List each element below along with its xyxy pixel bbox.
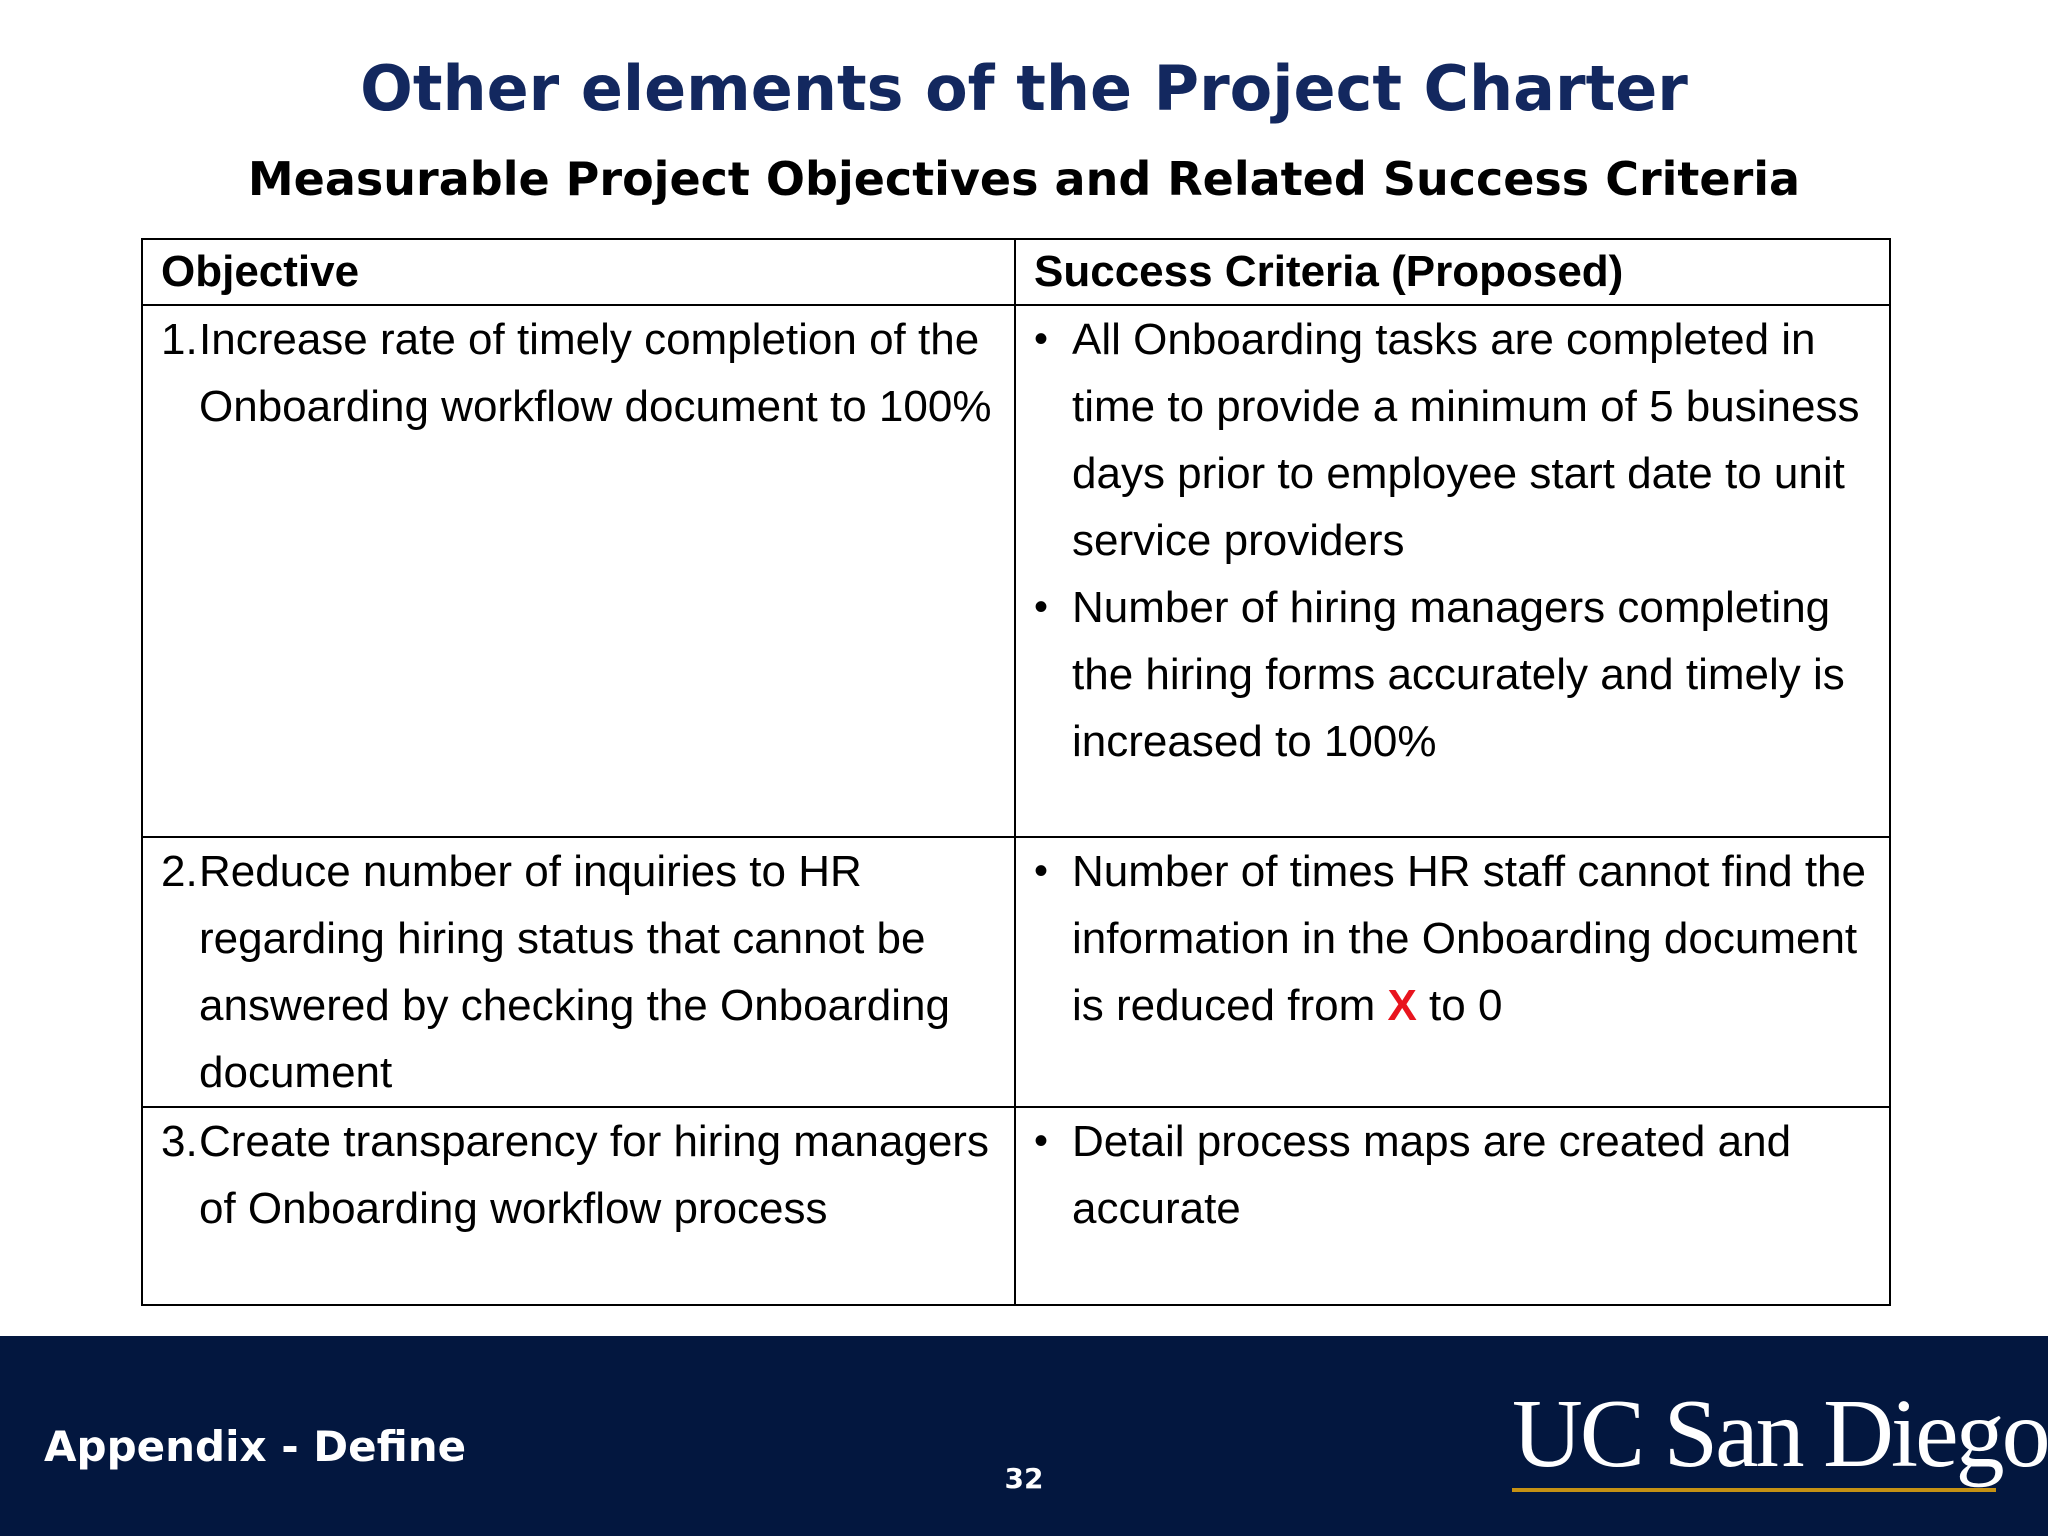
criteria-cell bbox=[1015, 305, 1890, 837]
slide-subtitle: Measurable Project Objectives and Related Success Criteria bbox=[247, 152, 1801, 206]
objective-cell bbox=[142, 1107, 1015, 1305]
page-number: 32 bbox=[1004, 1462, 1044, 1495]
objective-text: Reduce number of inquiries to HR regarding hiring status that cannot be answered by checking the Onboarding document bbox=[199, 847, 950, 1097]
list-item bbox=[1034, 838, 1875, 1039]
table-row bbox=[142, 305, 1890, 837]
criteria-text-before: Number of times HR staff cannot find the information in the Onboarding document is reduced from bbox=[1072, 847, 1866, 1030]
logo-underline bbox=[1512, 1488, 1996, 1492]
list-item bbox=[1034, 574, 1875, 775]
slide-title: Other elements of the Project Charter bbox=[360, 52, 1688, 125]
uc-san-diego-logo bbox=[1512, 1380, 2048, 1494]
criteria-text: Number of hiring managers completing the hiring forms accurately and timely is increased to 100% bbox=[1072, 583, 1845, 766]
header-objective: Objective bbox=[142, 239, 1015, 305]
baseline-placeholder-x: X bbox=[1387, 981, 1417, 1030]
objectives-table bbox=[141, 238, 1891, 1306]
criteria-cell bbox=[1015, 1107, 1890, 1305]
criteria-text: Detail process maps are created and accurate bbox=[1072, 1117, 1792, 1233]
bullet-icon: • bbox=[1034, 849, 1049, 893]
objective-number: 2. bbox=[161, 847, 198, 896]
bullet-icon: • bbox=[1034, 585, 1049, 629]
criteria-text bbox=[1072, 838, 1875, 1039]
criteria-list bbox=[1034, 838, 1875, 1039]
criteria-list bbox=[1034, 306, 1875, 775]
objective-cell bbox=[142, 837, 1015, 1107]
list-item bbox=[1034, 306, 1875, 574]
table-header-row bbox=[142, 239, 1890, 305]
criteria-text-after: to 0 bbox=[1416, 981, 1503, 1030]
objective-cell bbox=[142, 305, 1015, 837]
list-item bbox=[1034, 1108, 1875, 1242]
table-row bbox=[142, 1107, 1890, 1305]
objective-number: 3. bbox=[161, 1117, 198, 1166]
criteria-text: All Onboarding tasks are completed in time to provide a minimum of 5 business days prior to employee start date to unit service providers bbox=[1072, 315, 1860, 565]
logo-wordmark: UC San Diego bbox=[1512, 1380, 2048, 1488]
bullet-icon: • bbox=[1034, 1119, 1049, 1163]
objective-number: 1. bbox=[161, 315, 198, 364]
criteria-list bbox=[1034, 1108, 1875, 1242]
header-success-criteria: Success Criteria (Proposed) bbox=[1015, 239, 1890, 305]
bullet-icon: • bbox=[1034, 317, 1049, 361]
objective-text: Increase rate of timely completion of the Onboarding workflow document to 100% bbox=[199, 315, 992, 431]
criteria-cell bbox=[1015, 837, 1890, 1107]
objective-text: Create transparency for hiring managers of Onboarding workflow process bbox=[199, 1117, 989, 1233]
section-label: Appendix - Define bbox=[44, 1422, 467, 1471]
table-row bbox=[142, 837, 1890, 1107]
